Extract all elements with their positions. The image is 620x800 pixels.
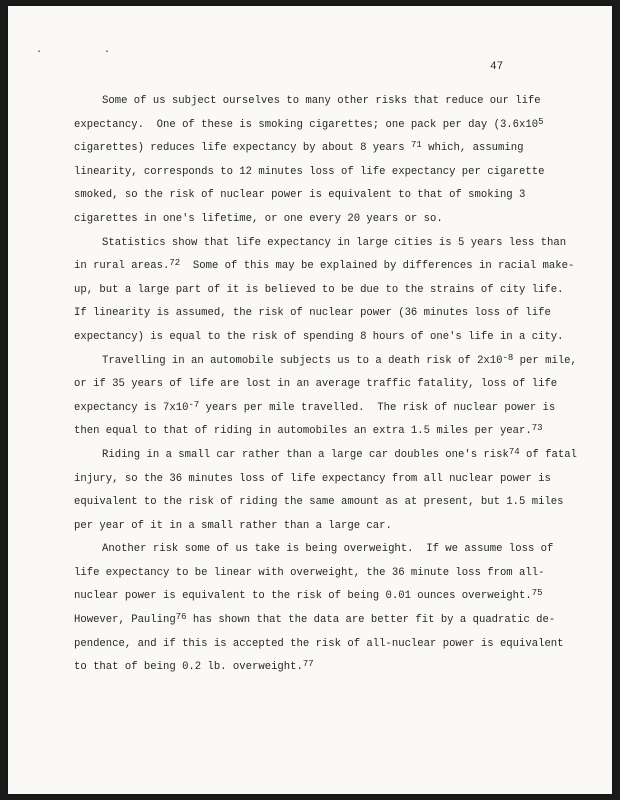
text-line [74,90,554,114]
text-line [74,302,554,326]
text-run: Travelling in an automobile subjects us to a death risk of 2x10 [102,354,503,367]
text-run: then equal to that of riding in automobiles an extra 1.5 miles per year. [74,425,532,438]
footnote-reference: 76 [175,612,187,623]
text-run: Some of us subject ourselves to many other risks that reduce our life [102,95,541,107]
text-run: However, Pauling [74,614,176,627]
text-run: of fatal [519,448,577,461]
text-run: up, but a large part of it is believed to be due to the strains of city life. [74,283,564,296]
text-run: expectancy) is equal to the risk of spending 8 hours of one's life in a city. [74,330,564,343]
text-run: equivalent to the risk of riding the same amount as at present, but 1.5 miles [74,496,564,509]
page-number: 47 [490,61,504,73]
text-line [74,255,575,279]
text-line [74,468,554,492]
text-run: Some of this may be explained by differences in racial make- [180,260,575,273]
text-line [74,232,567,256]
text-run: expectancy is 7x10 [74,401,189,414]
text-run: has shown that the data are better fit by a quadratic de- [186,614,556,627]
footnote-reference: 73 [531,423,543,434]
text-line [74,350,577,374]
text-run: injury, so the 36 minutes loss of life expectancy from all nuclear power is [74,472,551,485]
footnote-reference: 77 [302,659,314,670]
text-run: expectancy. One of these is smoking cigarettes; one pack per day (3.6x10 [74,118,539,131]
text-line [74,161,554,185]
text-run: pendence, and if this is accepted the risk of all-nuclear power is equivalent [74,637,564,650]
text-run: years per mile travelled. The risk of nuclear power is [199,401,556,414]
footnote-reference: 71 [410,140,422,151]
text-line [74,279,564,303]
body-text [74,90,577,680]
text-line [74,609,554,633]
text-run: in rural areas. [74,260,170,273]
footnote-reference: -8 [502,352,514,363]
text-run: nuclear power is equivalent to the risk of being 0.01 ounces overweight. [74,590,532,603]
text-run: linearity, corresponds to 12 minutes loss of life expectancy per cigarette [74,165,545,178]
text-line [74,585,554,609]
text-line [74,373,558,397]
text-run: Another risk some of us take is being overweight. If we assume loss of [102,543,554,556]
text-line [74,491,564,515]
text-run: cigarettes in one's lifetime, or one every 20 years or so. [74,212,443,225]
text-line [74,420,554,444]
text-line [74,208,554,232]
text-run: smoked, so the risk of nuclear power is equivalent to that of smoking 3 [74,189,526,202]
text-run: Statistics show that life expectancy in large cities is 5 years less than [102,236,567,249]
text-run: to that of being 0.2 lb. overweight. [74,661,303,674]
text-run: which, assuming [421,142,524,155]
text-run: cigarettes) reduces life expectancy by about 8 years [74,142,411,155]
footnote-reference: -7 [188,399,200,410]
text-line [74,538,554,562]
text-run: per year of it in a small rather than a large car. [74,519,392,532]
footnote-reference: 75 [531,588,543,599]
text-line [74,656,554,680]
text-line [74,397,554,421]
text-run: per mile, [513,354,577,367]
text-line [74,633,564,657]
text-line [74,184,554,208]
footnote-reference: 72 [169,258,181,269]
text-line [74,137,554,161]
text-line [74,444,577,468]
text-line [74,114,554,138]
text-run: If linearity is assumed, the risk of nuclear power (36 minutes loss of life [74,307,551,320]
text-line [74,562,554,586]
document-page [8,6,612,794]
text-line [74,326,564,350]
text-line [74,515,554,539]
text-run: or if 35 years of life are lost in an average traffic fatality, loss of life [74,378,558,391]
footnote-reference: 74 [508,446,520,457]
footnote-reference: 5 [538,116,544,127]
text-run: life expectancy to be linear with overweight, the 36 minute loss from all- [74,566,545,579]
scan-specks: . . [36,44,139,55]
text-run: Riding in a small car rather than a large car doubles one's risk [102,448,509,461]
